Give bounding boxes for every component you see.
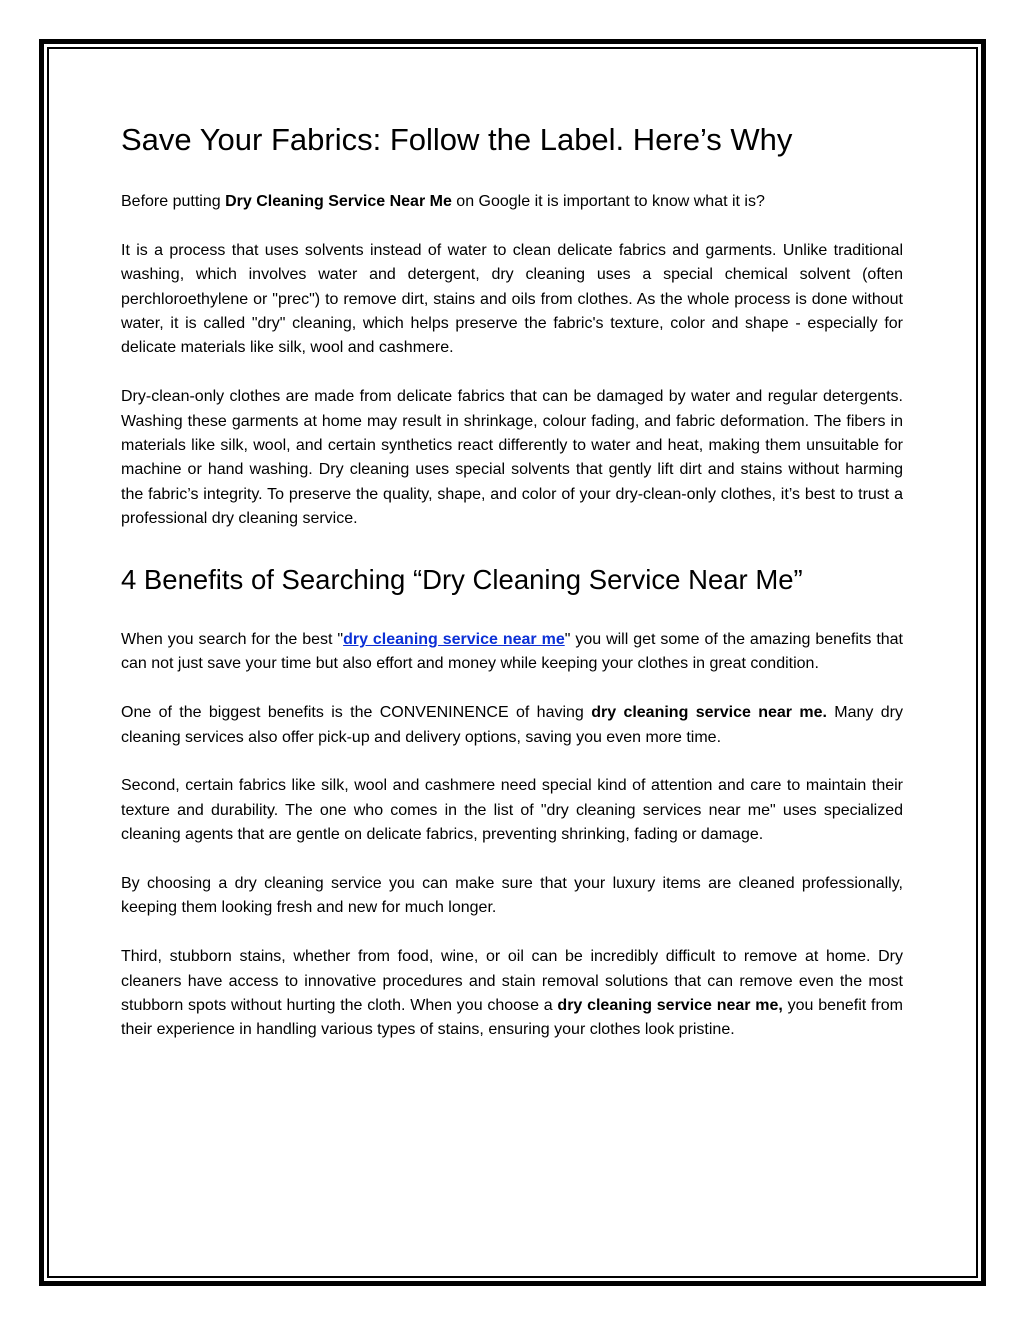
third-benefit-paragraph (121, 945, 903, 1043)
benefits-intro-after: " you will get some of the amazing benefits that can not just save your time but also effort and money while keeping your clothes in great condition. (121, 631, 904, 673)
third-keyword: dry cleaning service near me, (557, 997, 783, 1015)
intro-text-before: Before putting (121, 193, 226, 210)
convenience-after: Many dry cleaning services also offer pick-up and delivery options, saving you even more time. (121, 704, 903, 746)
process-paragraph: It is a process that uses solvents instead of water to clean delicate fabrics and garments. Unlike traditional washing, which involves water and detergent, dry cleaning uses a special chemical solvent (often perchloroethylene or "prec") to remove dirt, stains and oils from clothes. As the whole process is done without water, it is called "dry" cleaning, which helps preserve the fabric's texture, color and shape - especially for delicate materials like silk, wool and cashmere. (121, 241, 903, 357)
intro-text-after: on Google it is important to know what it is? (451, 193, 765, 210)
benefits-intro-paragraph (121, 628, 903, 677)
third-after: you benefit from their experience in handling various types of stains, ensuring your clothes look pristine. (121, 997, 904, 1039)
third-before: Third, stubborn stains, whether from food, wine, or oil can be incredibly difficult to remove at home. Dry cleaners have access to innovative procedures and stain removal solutions that can remove even the most stubborn spots without hurting the cloth. When you choose a (121, 948, 903, 1015)
convenience-keyword: dry cleaning service near me. (591, 704, 827, 722)
document-body (121, 112, 903, 1067)
dry-cleaning-link[interactable]: dry cleaning service near me (343, 631, 565, 649)
benefits-heading: 4 Benefits of Searching “Dry Cleaning Service Near Me” (121, 564, 803, 596)
luxury-paragraph: By choosing a dry cleaning service you can make sure that your luxury items are cleaned professionally, keeping them looking fresh and new for much longer. (121, 875, 903, 917)
second-benefit-paragraph: Second, certain fabrics like silk, wool and cashmere need special kind of attention and care to maintain their texture and durability. The one who comes in the list of "dry cleaning services near me" uses specialized cleaning agents that are gentle on delicate fabrics, preventing shrinking, fading or damage. (121, 777, 903, 844)
convenience-before: One of the biggest benefits is the CONVENINENCE of having (121, 704, 592, 722)
benefits-intro-before: When you search for the best " (121, 631, 344, 649)
dryclean-only-paragraph: Dry-clean-only clothes are made from delicate fabrics that can be damaged by water and regular detergents. Washing these garments at home may result in shrinkage, colour fading, and fabric deformation. The fibers in materials like silk, wool, and certain synthetics react differently to water and heat, making them unsuitable for machine or hand washing. Dry cleaning uses special solvents that gently lift dirt and stains without harming the fabric’s integrity. To preserve the quality, shape, and color of your dry-clean-only clothes, it’s best to trust a professional dry cleaning service. (121, 388, 903, 528)
convenience-paragraph (121, 701, 903, 750)
intro-paragraph (121, 190, 903, 214)
page-title: Save Your Fabrics: Follow the Label. Here’s Why (121, 122, 793, 157)
intro-keyword: Dry Cleaning Service Near Me (225, 193, 452, 210)
